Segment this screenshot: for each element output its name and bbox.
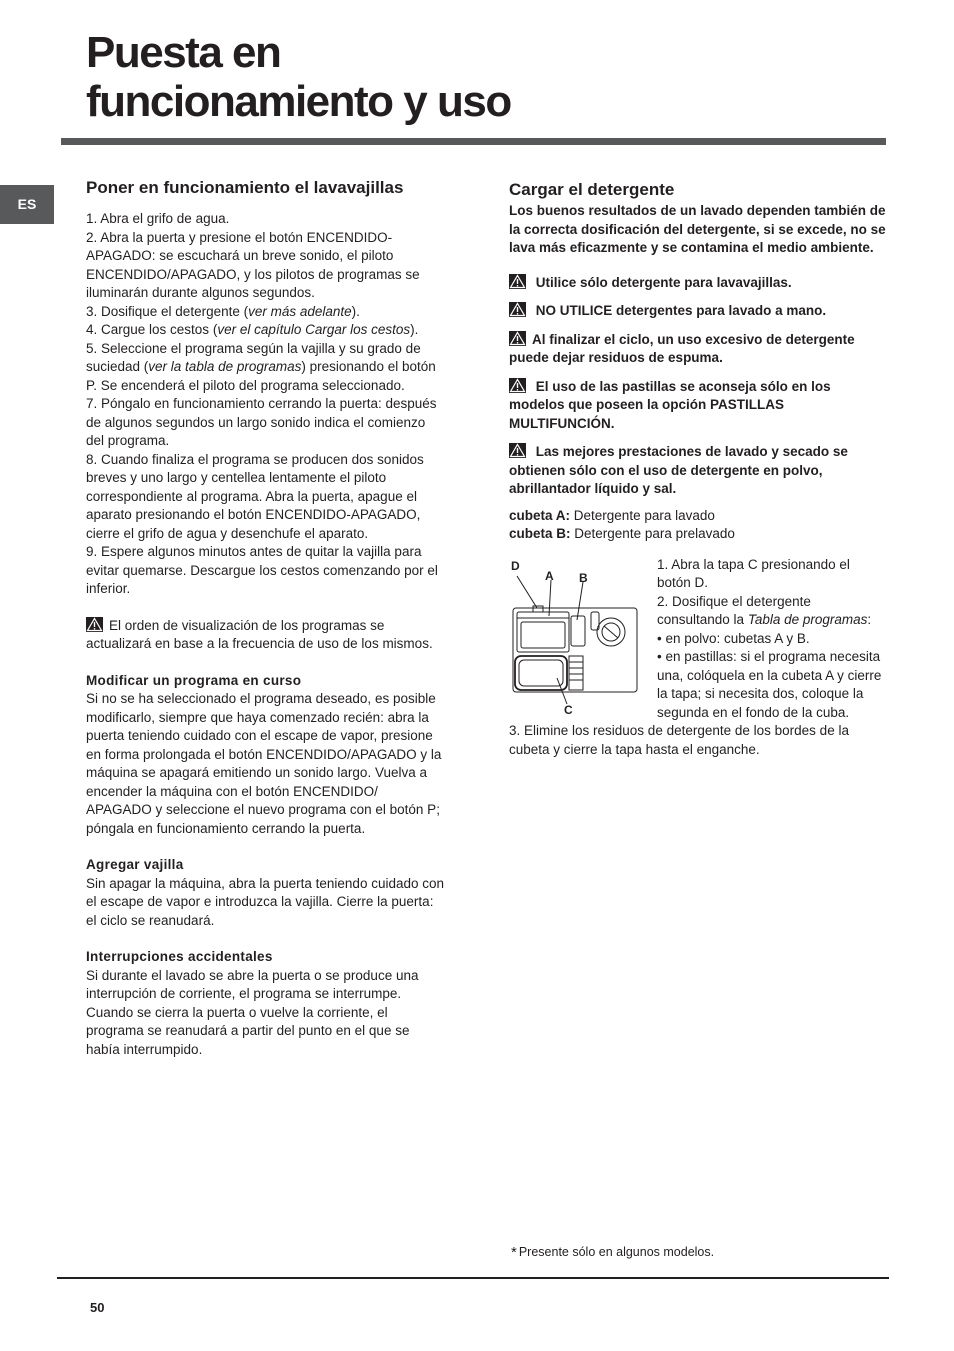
modify-section	[86, 672, 446, 839]
warning-icon	[509, 274, 526, 289]
instr-4: • en pastillas: si el programa necesita una, colóquela en la cubeta A y cierre la tapa; si necesita dos, coloque la segunda en el fondo de la cuba.	[657, 649, 882, 720]
step-8: 8. Cuando finaliza el programa se producen dos sonidos breves y uno largo y centellea lentamente el piloto correspondiente al programa. Abra la puerta, apague el aparato presionando el botón ENCENDIDO-APAGADO, cierre el grifo de agua y desenchufe el aparato.	[86, 451, 424, 541]
dispenser-figure-block	[509, 556, 887, 760]
instr-1: 1. Abra la tapa C presionando el botón D.	[657, 556, 850, 590]
page-title-line-1: Puesta en	[86, 28, 281, 77]
label-d: D	[511, 558, 520, 573]
step-5: 5. Seleccione el programa según la vajilla y su grado de suciedad (ver la tabla de programas) presionando el botón P. Se encenderá el piloto del programa seleccionado.	[86, 340, 436, 393]
instr-5: 3. Elimine los residuos de detergente de los bordes de la cubeta y cierre la tapa hasta el enganche.	[509, 723, 849, 757]
step-4: 4. Cargue los cestos (ver el capítulo Cargar los cestos).	[86, 322, 419, 337]
step-9: 9. Espere algunos minutos antes de quitar la vajilla para evitar quemarse. Descargue los cestos comenzando por el inferior.	[86, 544, 438, 596]
add-text: Sin apagar la máquina, abra la puerta teniendo cuidado con el escape de vapor e introduzca la vajilla. Cierre la puerta: el ciclo se reanudará.	[86, 875, 445, 928]
note-program-order: El orden de visualización de los programas se actualizará en base a la frecuencia de uso de los mismos.	[86, 617, 433, 651]
warning-4: El uso de las pastillas se aconseja sólo en los modelos que poseen la opción PASTILLAS MULTIFUNCIÓN.	[509, 378, 831, 431]
label-a: A	[545, 568, 554, 583]
start-steps	[86, 210, 446, 599]
interrupt-heading: Interrupciones accidentales	[86, 949, 273, 964]
left-column	[86, 178, 446, 1059]
warning-5: Las mejores prestaciones de lavado y secado se obtienen sólo con el uso de detergente en polvo, abrillantador líquido y sal.	[509, 444, 848, 496]
warning-icon	[509, 331, 526, 346]
warning-3: Al finalizar el ciclo, un uso excesivo de detergente puede dejar residuos de espuma.	[509, 331, 855, 365]
instr-2: 2. Dosifique el detergente consultando la Tabla de programas:	[657, 593, 872, 627]
step-2: 2. Abra la puerta y presione el botón ENCENDIDO-APAGADO: se escuchará un breve sonido, el piloto ENCENDIDO/APAGADO, y los pilotos de programas se iluminarán durante algunos segundos.	[86, 229, 420, 300]
step-1: 1. Abra el grifo de agua.	[86, 211, 230, 226]
warning-1: Utilice sólo detergente para lavavajillas.	[509, 274, 887, 293]
interrupt-section	[86, 948, 446, 1059]
detergent-lead: Los buenos resultados de un lavado dependen también de la correcta dosificación del detergente, si se excede, no se lava más eficazmente y se contamina el medio ambiente.	[509, 203, 886, 255]
cup-a-line: cubeta A: Detergente para lavado	[509, 507, 715, 523]
modify-heading: Modificar un programa en curso	[86, 672, 302, 688]
footnote: * Presente sólo en algunos modelos.	[511, 1244, 715, 1261]
warning-icon	[509, 302, 526, 317]
section-heading-start: Poner en funcionamiento el lavavajillas	[86, 178, 404, 197]
cup-b-line: cubeta B: Detergente para prelavado	[509, 526, 735, 541]
warning-icon	[509, 378, 526, 393]
section-heading-detergent: Cargar el detergente	[509, 180, 675, 199]
language-tab: ES	[0, 185, 54, 224]
footer-divider	[57, 1277, 889, 1279]
instr-3: • en polvo: cubetas A y B.	[657, 630, 810, 646]
warning-icon	[509, 443, 526, 458]
step-3: 3. Dosifique el detergente (ver más adelante).	[86, 303, 360, 319]
interrupt-text: Si durante el lavado se abre la puerta o se produce una interrupción de corriente, el programa se interrumpe. Cuando se cierra la puerta o vuelve la corriente, el programa se reanudará a partir del punto en el que se había interrumpido.	[86, 967, 419, 1057]
modify-text: Si no se ha seleccionado el programa deseado, es posible modificarlo, siempre que haya comenzado recién: abra la puerta teniendo cuidado con el escape de vapor, presione en forma prolongada el botón ENCENDIDO/APAGADO y la máquina se apagará emitiendo un sonido largo. Vuelva a encender la máquina con el botón ENCENDIDO/ APAGADO y seleccione el nuevo programa con el botón P; póngala en funcionamiento cerrando la puerta.	[86, 691, 442, 836]
add-heading: Agregar vajilla	[86, 857, 184, 872]
page-title	[86, 28, 511, 126]
add-section	[86, 856, 446, 930]
right-column	[509, 180, 887, 759]
warning-2: NO UTILICE detergentes para lavado a mano.	[509, 302, 887, 321]
detergent-dispenser-diagram	[509, 556, 647, 716]
page-title-line-2: funcionamiento y uso	[86, 77, 511, 126]
title-divider	[61, 138, 886, 145]
label-b: B	[579, 570, 588, 585]
warning-icon	[86, 617, 103, 632]
label-c: C	[564, 702, 573, 716]
page-number: 50	[90, 1300, 105, 1315]
step-7: 7. Póngalo en funcionamiento cerrando la puerta: después de algunos segundos un largo sonido indica el comienzo del programa.	[86, 396, 437, 448]
